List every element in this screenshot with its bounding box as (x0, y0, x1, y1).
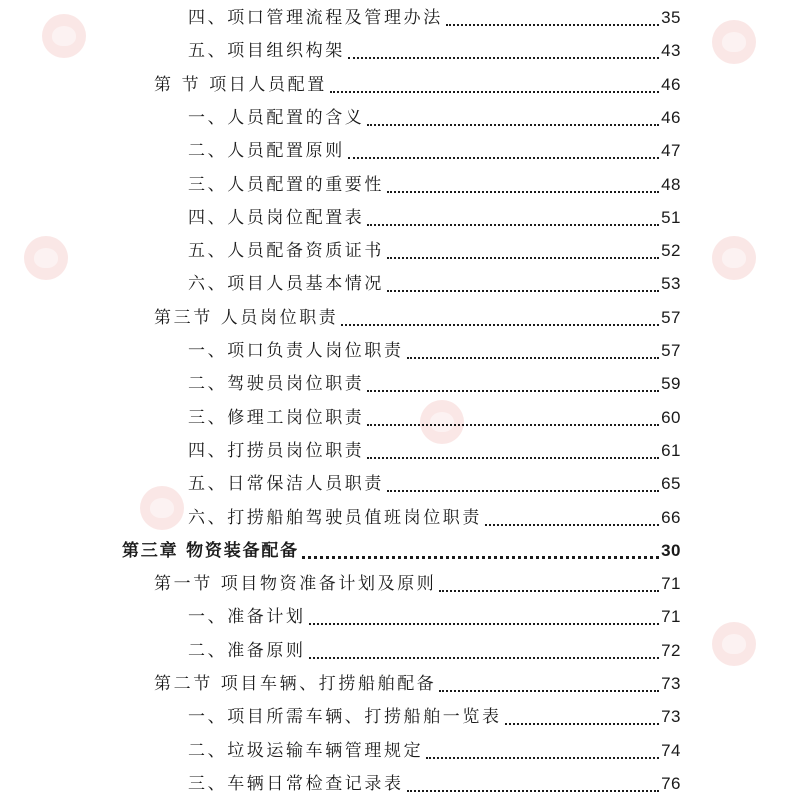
toc-entry[interactable] (188, 633, 681, 666)
toc-entry-page-number: 47 (661, 141, 681, 161)
toc-entry[interactable] (188, 433, 681, 466)
dot-leader (485, 524, 659, 526)
toc-entry-title: 五、项目组织构架 (188, 41, 345, 62)
toc-entry-title: 四、项口管理流程及管理办法 (188, 8, 443, 28)
dot-leader (387, 191, 659, 193)
toc-entry[interactable] (188, 400, 681, 433)
dot-leader (302, 556, 659, 559)
toc-entry[interactable] (154, 666, 681, 699)
toc-entry[interactable] (188, 233, 681, 266)
toc-entry[interactable] (188, 766, 681, 799)
toc-entry-title: 三、车辆日常检查记录表 (188, 773, 404, 794)
dot-leader (407, 357, 659, 359)
toc-entry[interactable] (188, 333, 681, 366)
toc-entry-page-number: 73 (661, 674, 681, 693)
dot-leader (439, 590, 659, 592)
toc-entry-title: 第一节 项目物资准备计划及原则 (154, 574, 437, 595)
toc-entry-page-number: 46 (661, 74, 681, 94)
toc-entry-page-number: 60 (661, 407, 681, 427)
toc-entry[interactable] (188, 0, 681, 33)
dot-leader (407, 790, 659, 792)
toc-entry-title: 四、人员岗位配置表 (188, 207, 365, 228)
toc-entry-page-number: 43 (661, 41, 681, 61)
dot-leader (367, 390, 659, 392)
toc-entry[interactable] (188, 200, 681, 233)
toc-entry[interactable] (188, 599, 681, 632)
dot-leader (367, 457, 659, 459)
dot-leader (387, 290, 659, 292)
dot-leader (309, 623, 659, 625)
toc-entry-page-number: 72 (661, 640, 681, 660)
toc-entry-page-number: 52 (661, 241, 681, 261)
toc-entry-title: 五、日常保洁人员职责 (188, 474, 384, 495)
toc-entry-title: 第二节 项目车辆、打捞船舶配备 (154, 674, 437, 694)
toc-entry-title: 三、修理工岗位职责 (188, 407, 365, 428)
toc-entry-page-number: 71 (661, 607, 681, 627)
toc-entry[interactable] (154, 300, 681, 333)
toc-entry-title: 二、垃圾运输车辆管理规定 (188, 740, 424, 761)
toc-entry-page-number: 66 (661, 507, 681, 527)
toc-entry-title: 一、人员配置的含义 (188, 107, 365, 128)
toc-entry-page-number: 30 (661, 540, 681, 560)
toc-entry-page-number: 76 (661, 773, 681, 793)
dot-leader (387, 257, 659, 259)
toc-entry-title: 二、驾驶员岗位职责 (188, 374, 365, 395)
dot-leader (330, 91, 659, 93)
toc-entry[interactable] (154, 566, 681, 599)
dot-leader (367, 424, 659, 426)
toc-entry[interactable] (188, 366, 681, 399)
toc-entry[interactable] (154, 67, 681, 100)
toc-entry[interactable] (188, 733, 681, 766)
toc-entry-title: 二、准备原则 (188, 640, 306, 661)
toc-entry-title: 六、打捞船舶驾驶员值班岗位职责 (188, 507, 482, 528)
toc-entry[interactable] (188, 33, 681, 66)
toc-entry-page-number: 65 (661, 474, 681, 494)
toc-entry[interactable] (122, 533, 681, 566)
dot-leader (309, 657, 659, 659)
dot-leader (348, 157, 659, 159)
toc-entry[interactable] (188, 133, 681, 166)
dot-leader (426, 757, 659, 759)
toc-entry-title: 五、人员配备资质证书 (188, 241, 384, 262)
toc-entry-title: 二、人员配置原则 (188, 141, 345, 162)
toc-entry-title: 第三章 物资装备配备 (122, 540, 299, 561)
toc-entry-title: 第 节 项日人员配置 (154, 74, 327, 95)
dot-leader (348, 57, 659, 59)
toc-entry-page-number: 51 (661, 207, 681, 227)
toc-entry-title: 六、项目人员基本情况 (188, 274, 384, 295)
dot-leader (367, 124, 659, 126)
toc-entry[interactable] (188, 699, 681, 732)
toc-entry-title: 一、项口负责人岗位职责 (188, 341, 404, 361)
toc-entry-page-number: 46 (661, 107, 681, 127)
toc-entry-page-number: 73 (661, 707, 681, 727)
toc-entry[interactable] (188, 466, 681, 499)
toc-entry-title: 一、准备计划 (188, 607, 306, 628)
toc-entry[interactable] (188, 500, 681, 533)
dot-leader (387, 490, 659, 492)
toc-entry-page-number: 48 (661, 174, 681, 194)
toc-entry-page-number: 74 (661, 740, 681, 760)
dot-leader (367, 224, 659, 226)
toc-entry-page-number: 59 (661, 374, 681, 394)
toc-entry-title: 一、项目所需车辆、打捞船舶一览表 (188, 707, 502, 728)
toc-entry[interactable] (188, 266, 681, 299)
toc-entry-title: 第三节 人员岗位职责 (154, 307, 339, 328)
toc-entry[interactable] (188, 100, 681, 133)
dot-leader (446, 24, 659, 26)
toc-entry-page-number: 57 (661, 341, 681, 360)
toc-entry-page-number: 35 (661, 8, 681, 27)
toc-entry[interactable] (188, 167, 681, 200)
toc-entry-page-number: 61 (661, 440, 681, 460)
toc-entry-title: 三、人员配置的重要性 (188, 174, 384, 195)
toc-entry-page-number: 53 (661, 274, 681, 294)
toc-entry-title: 四、打捞员岗位职责 (188, 440, 365, 461)
toc-entry-page-number: 71 (661, 574, 681, 594)
dot-leader (341, 324, 659, 326)
dot-leader (439, 690, 659, 692)
toc-entry-page-number: 57 (661, 307, 681, 327)
dot-leader (505, 723, 659, 725)
